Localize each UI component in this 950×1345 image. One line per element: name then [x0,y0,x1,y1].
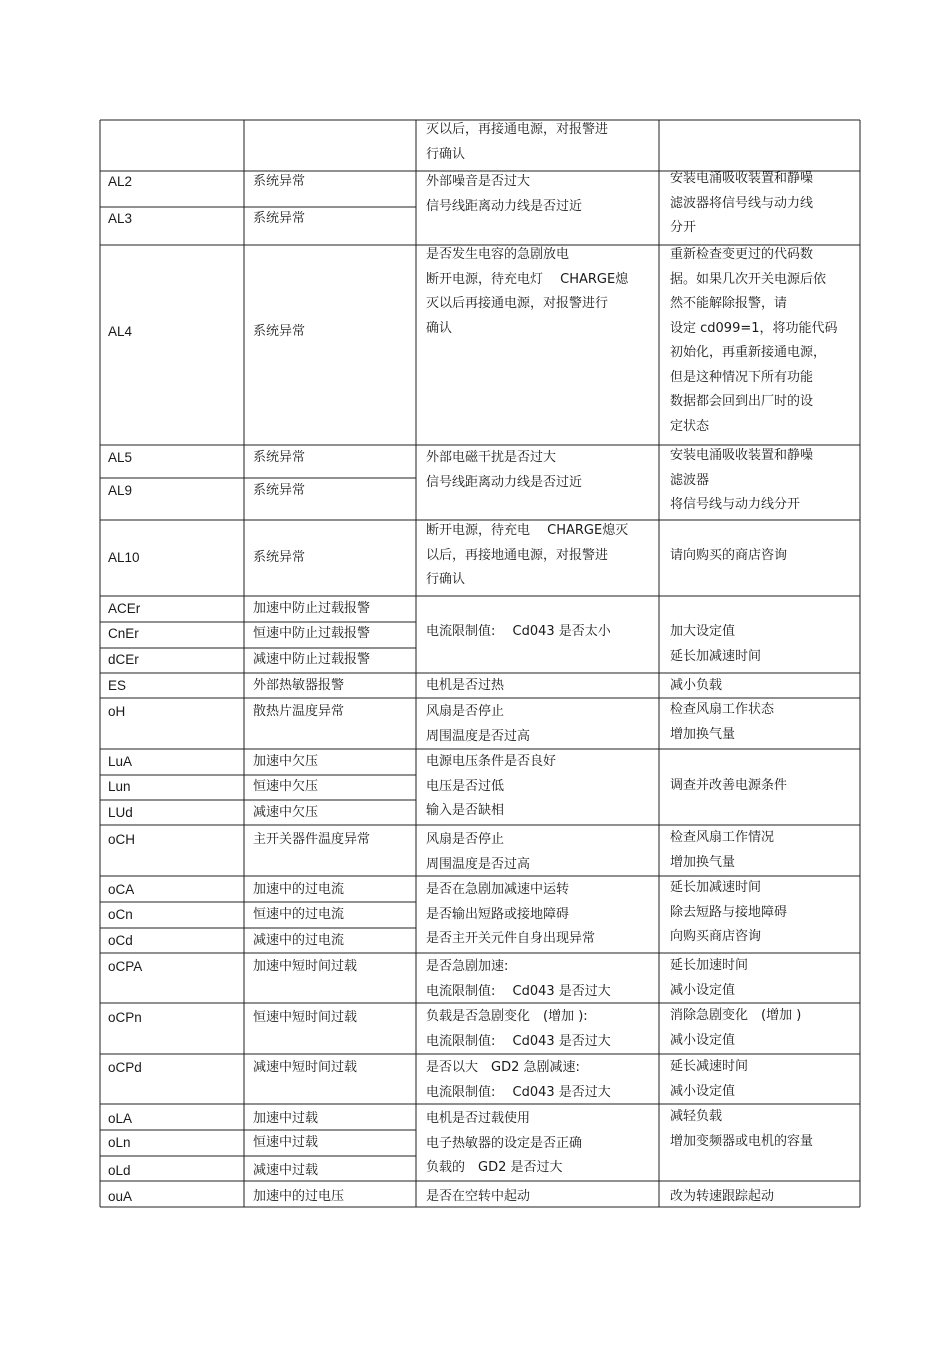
remedy-item: 安装电涌吸收装置和静噪 [670,171,814,186]
remedy-item: 除去短路与接地障碍 [670,904,788,920]
remedy-item: 定状态 [670,418,710,434]
check-item: 输入是否缺相 [426,803,505,818]
alarm-code: oCPd [108,1060,142,1075]
remedy-item: 向购买商店咨询 [670,929,762,944]
remedy-item: 延长加减速时间 [670,648,762,664]
check-item: 信号线距离动力线是否过近 [426,198,583,214]
alarm-name: 减速中的过电流 [253,933,345,948]
remedy-item: 调查并改善电源条件 [670,778,788,793]
check-item: 是否主开关元件自身出现异常 [426,931,596,946]
remedy-item: 减小负载 [670,678,723,693]
check-item: 风扇是否停止 [426,704,505,719]
remedy-item: 然不能解除报警，请 [670,296,788,311]
alarm-name: 减速中短时间过载 [253,1060,358,1075]
alarm-name: 减速中欠压 [253,805,319,820]
check-item: 是否在急剧加减速中运转 [426,882,570,897]
alarm-code: oCd [108,933,133,948]
alarm-code: ACEr [108,601,141,616]
check-item: 灭以后再接通电源，对报警进行 [426,296,609,311]
check-item: 是否以大 GD2 急剧减速: [426,1060,580,1075]
alarm-name: 加速中的过电压 [253,1189,345,1204]
check-item: 是否发生电容的急剧放电 [426,247,570,262]
alarm-code: LUd [108,805,133,820]
check-item: 外部电磁干扰是否过大 [426,450,557,465]
alarm-name: 系统异常 [253,450,306,465]
check-item: 行确认 [426,146,466,162]
alarm-name: 恒速中短时间过载 [253,1010,358,1025]
check-item: 电机是否过热 [426,678,505,693]
alarm-code: AL10 [108,550,140,565]
check-item: 行确认 [426,572,466,587]
remedy-item: 但是这种情况下所有功能 [670,369,814,385]
alarm-code: oCPA [108,959,143,974]
alarm-code: oCA [108,882,135,897]
alarm-name: 散热片温度异常 [253,704,345,719]
alarm-code: oCn [108,907,133,922]
alarm-code: AL5 [108,450,133,465]
alarm-name: 系统异常 [253,324,306,339]
alarm-code: LuA [108,754,133,769]
remedy-item: 减小设定值 [670,982,736,998]
alarm-name: 加速中的过电流 [253,882,345,897]
remedy-item: 设定 cd099=1，将功能代码 [670,320,838,336]
check-item: 断开电源，待充电 CHARGE熄灭 [426,523,629,538]
remedy-item: 延长加速时间 [670,958,749,973]
remedy-item: 消除急剧变化 (增加 ) [670,1008,802,1023]
alarm-code: CnEr [108,626,139,641]
alarm-code: oH [108,704,126,719]
remedy-item: 增加换气量 [670,854,736,870]
alarm-name: 恒速中的过电流 [253,907,345,922]
alarm-name: 减速中过载 [253,1163,319,1178]
check-item: 电流限制值: Cd043 是否过大 [426,983,611,999]
remedy-item: 增加换气量 [670,726,736,742]
remedy-item: 延长加减速时间 [670,880,762,895]
check-item: 信号线距离动力线是否过近 [426,474,583,490]
alarm-name: 系统异常 [253,174,306,189]
alarm-code: AL3 [108,211,133,226]
remedy-item: 分开 [670,220,697,235]
alarm-name: 恒速中防止过载报警 [253,626,371,641]
alarm-code: oCH [108,832,136,847]
alarm-code: AL4 [108,324,133,339]
remedy-item: 滤波器将信号线与动力线 [670,195,814,211]
remedy-item: 将信号线与动力线分开 [670,497,801,512]
check-item: 电流限制值: Cd043 是否太小 [426,624,611,639]
remedy-item: 数据都会回到出厂时的设 [670,394,814,409]
alarm-name: 系统异常 [253,211,306,226]
alarm-name: 恒速中欠压 [253,779,319,794]
alarm-code: AL9 [108,483,133,498]
check-item: 是否急剧加速: [426,959,509,974]
alarm-name: 系统异常 [253,483,306,498]
remedy-item: 重新检查变更过的代码数 [670,247,814,262]
remedy-item: 增加变频器或电机的容量 [670,1133,814,1149]
alarm-name: 减速中防止过载报警 [253,652,371,667]
check-item: 以后，再接地通电源，对报警进 [426,547,609,563]
alarm-code: oLA [108,1111,133,1126]
check-item: 电机是否过载使用 [426,1111,531,1126]
check-item: 电流限制值: Cd043 是否过大 [426,1033,611,1049]
check-item: 周围温度是否过高 [426,728,531,744]
check-item: 电压是否过低 [426,778,505,794]
alarm-name: 系统异常 [253,550,306,565]
alarm-name: 加速中过载 [253,1111,319,1126]
remedy-item: 据。如果几次开关电源后依 [670,271,827,287]
check-item: 电流限制值: Cd043 是否过大 [426,1084,611,1100]
remedy-item: 改为转速跟踪起动 [670,1189,775,1204]
alarm-code: ES [108,678,127,693]
alarm-code: dCEr [108,652,139,667]
remedy-item: 初始化，再重新接通电源， [670,345,827,360]
check-item: 是否在空转中起动 [426,1189,531,1204]
alarm-name: 加速中欠压 [253,754,319,769]
remedy-item: 减小设定值 [670,1032,736,1048]
remedy-item: 延长减速时间 [670,1059,749,1074]
remedy-item: 请向购买的商店咨询 [670,548,788,563]
alarm-code: Lun [108,779,131,794]
remedy-item: 检查风扇工作情况 [670,830,775,845]
check-item: 负载的 GD2 是否过大 [426,1160,563,1175]
check-item: 是否输出短路或接地障碍 [426,906,570,922]
alarm-code: oLn [108,1135,131,1150]
alarm-name: 加速中防止过载报警 [253,601,371,616]
check-item: 外部噪音是否过大 [426,174,531,189]
alarm-code: AL2 [108,174,133,189]
check-item: 确认 [426,320,453,336]
remedy-item: 加大设定值 [670,624,736,639]
alarm-code: oLd [108,1163,131,1178]
check-item: 灭以后，再接通电源，对报警进 [426,122,609,137]
remedy-item: 安装电涌吸收装置和静噪 [670,448,814,463]
remedy-item: 滤波器 [670,472,710,488]
alarm-name: 恒速中过载 [253,1135,319,1150]
alarm-code: oCPn [108,1010,142,1025]
alarm-name: 外部热敏器报警 [253,678,345,693]
remedy-item: 减小设定值 [670,1083,736,1099]
alarm-code: ouA [108,1189,133,1204]
check-item: 断开电源，待充电灯 CHARGE熄 [426,271,629,287]
check-item: 电源电压条件是否良好 [426,754,557,769]
alarm-name: 加速中短时间过载 [253,959,358,974]
check-item: 风扇是否停止 [426,832,505,847]
check-item: 周围温度是否过高 [426,856,531,872]
check-item: 负载是否急剧变化 (增加 ): [426,1009,588,1024]
remedy-item: 减轻负载 [670,1109,723,1124]
remedy-item: 检查风扇工作状态 [670,702,775,717]
check-item: 电子热敏器的设定是否正确 [426,1135,583,1151]
alarm-name: 主开关器件温度异常 [253,832,371,847]
